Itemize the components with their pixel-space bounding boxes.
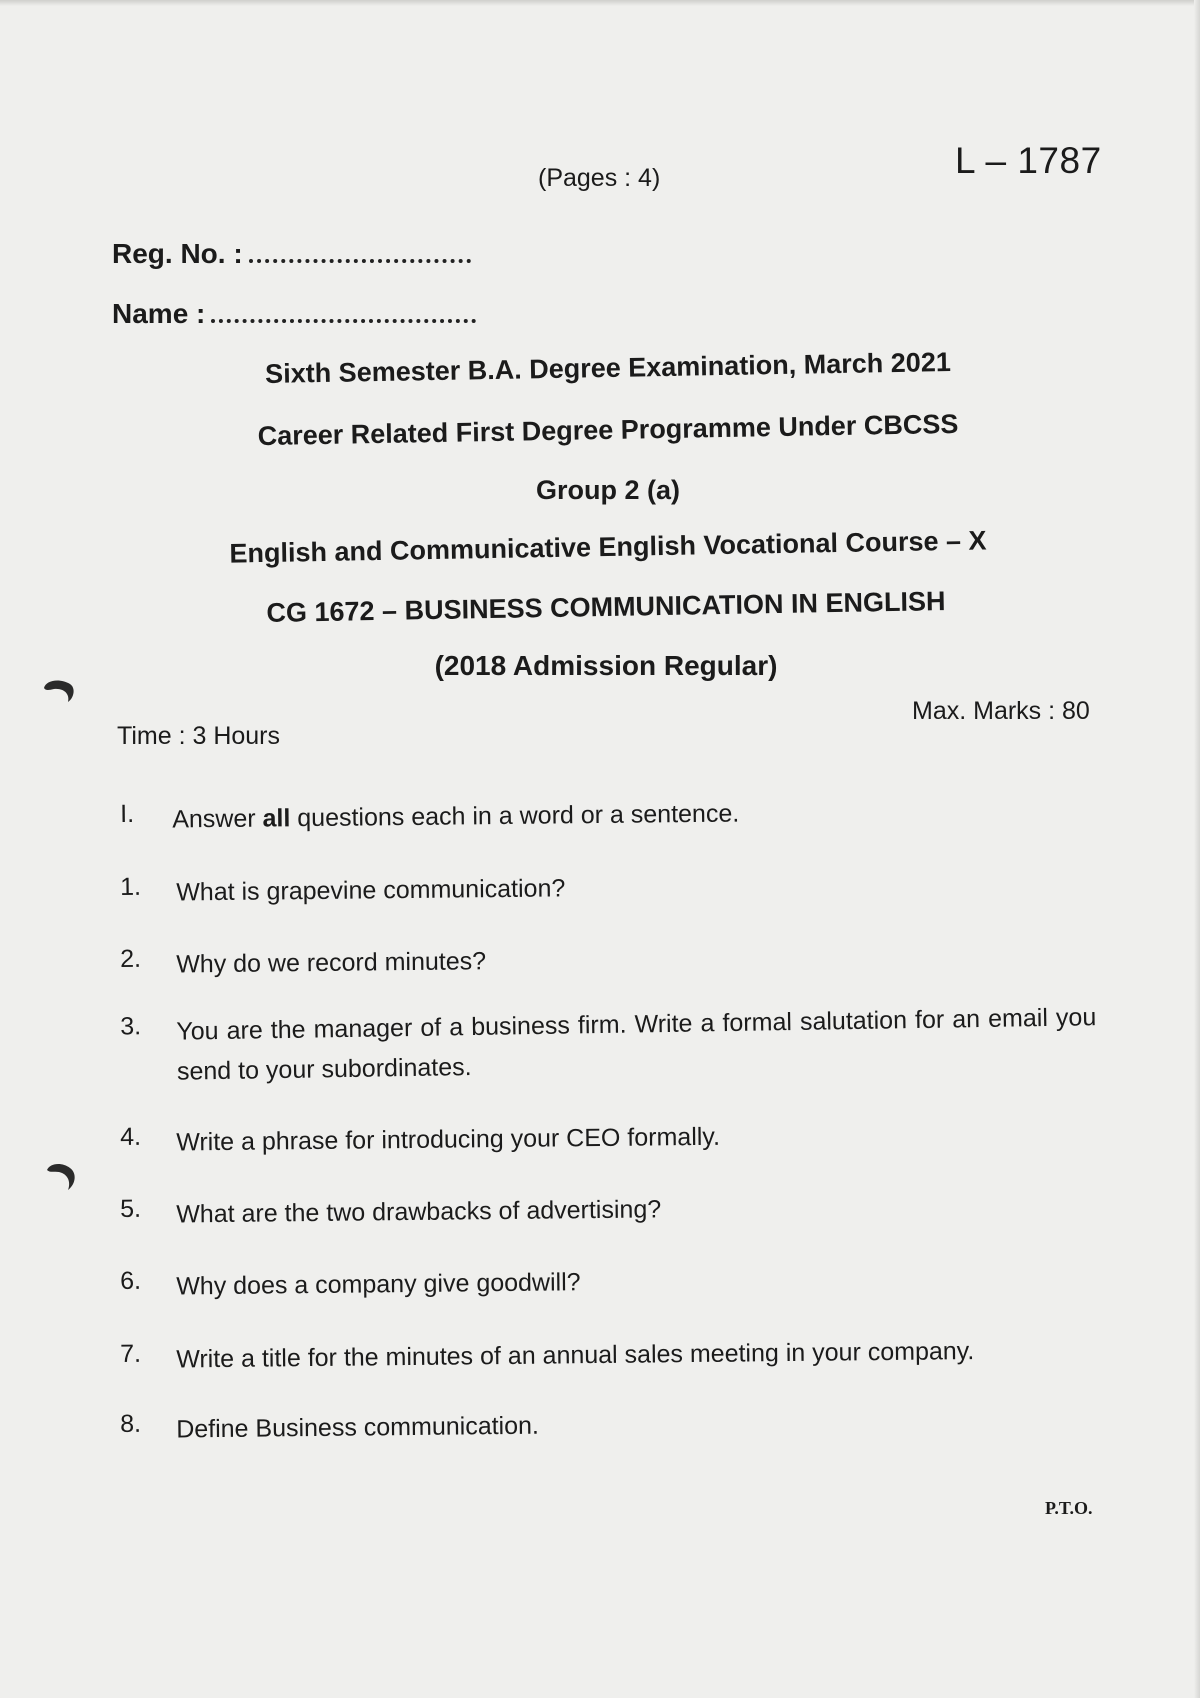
section-instruction xyxy=(0,789,1200,834)
exam-title: Sixth Semester B.A. Degree Examination, March 2021 xyxy=(264,347,952,389)
time-allowed: Time : 3 Hours xyxy=(117,722,281,750)
reg-no-field xyxy=(112,238,471,270)
programme-line: Career Related First Degree Programme Under CBCSS xyxy=(257,408,959,452)
question-number: 6. xyxy=(120,1266,142,1296)
question-item xyxy=(0,1184,1200,1229)
question-number: 5. xyxy=(120,1194,142,1224)
question-number: 8. xyxy=(120,1409,142,1439)
question-text: What are the two drawbacks of advertising? xyxy=(176,1195,662,1229)
punch-hole-icon xyxy=(44,1160,80,1194)
question-item xyxy=(0,1256,1200,1301)
question-item xyxy=(0,1399,1200,1444)
pages-count-note: (Pages : 4) xyxy=(538,164,661,192)
section-numeral: I. xyxy=(120,799,135,829)
admission-line: (2018 Admission Regular) xyxy=(434,650,778,681)
question-text: Define Business communication. xyxy=(176,1411,540,1444)
name-dotted-line xyxy=(211,319,476,323)
max-marks: Max. Marks : 80 xyxy=(912,697,1090,725)
paper-title: CG 1672 – BUSINESS COMMUNICATION IN ENGLISH xyxy=(266,586,946,628)
question-item xyxy=(0,862,1200,907)
question-number: 1. xyxy=(120,872,142,902)
name-field xyxy=(112,298,476,330)
question-item xyxy=(0,1112,1200,1157)
instruction-suffix: questions each in a word or a sentence. xyxy=(297,799,740,833)
question-text: You are the manager of a business firm. Write a formal salutation for an email you send to your subordinates. xyxy=(176,1003,1097,1086)
question-text: Why do we record minutes? xyxy=(176,947,487,979)
name-label: Name : xyxy=(112,298,206,329)
question-item xyxy=(0,996,1200,1086)
please-turn-over: P.T.O. xyxy=(1045,1498,1093,1518)
paper-code: L – 1787 xyxy=(955,140,1102,181)
question-text: Write a title for the minutes of an annual sales meeting in your company. xyxy=(176,1337,975,1374)
question-text: What is grapevine communication? xyxy=(176,874,566,907)
question-item xyxy=(0,1329,1200,1374)
reg-no-label: Reg. No. : xyxy=(112,238,243,269)
reg-no-dotted-line xyxy=(249,259,471,263)
question-text: Write a phrase for introducing your CEO formally. xyxy=(176,1122,721,1157)
question-number: 3. xyxy=(120,1012,142,1041)
question-number: 7. xyxy=(120,1339,142,1369)
punch-hole-icon xyxy=(40,676,78,706)
scan-top-edge xyxy=(0,0,1200,6)
group-line: Group 2 (a) xyxy=(535,475,680,505)
question-number: 4. xyxy=(120,1122,142,1152)
question-number: 2. xyxy=(120,944,142,974)
course-line: English and Communicative English Vocational Course – X xyxy=(229,525,987,569)
instruction-prefix: Answer xyxy=(172,804,256,834)
question-item xyxy=(0,934,1200,979)
scan-right-edge xyxy=(1194,0,1200,1698)
instruction-text xyxy=(172,790,1092,840)
question-text: Why does a company give goodwill? xyxy=(176,1268,581,1301)
instruction-bold-word: all xyxy=(262,804,291,833)
